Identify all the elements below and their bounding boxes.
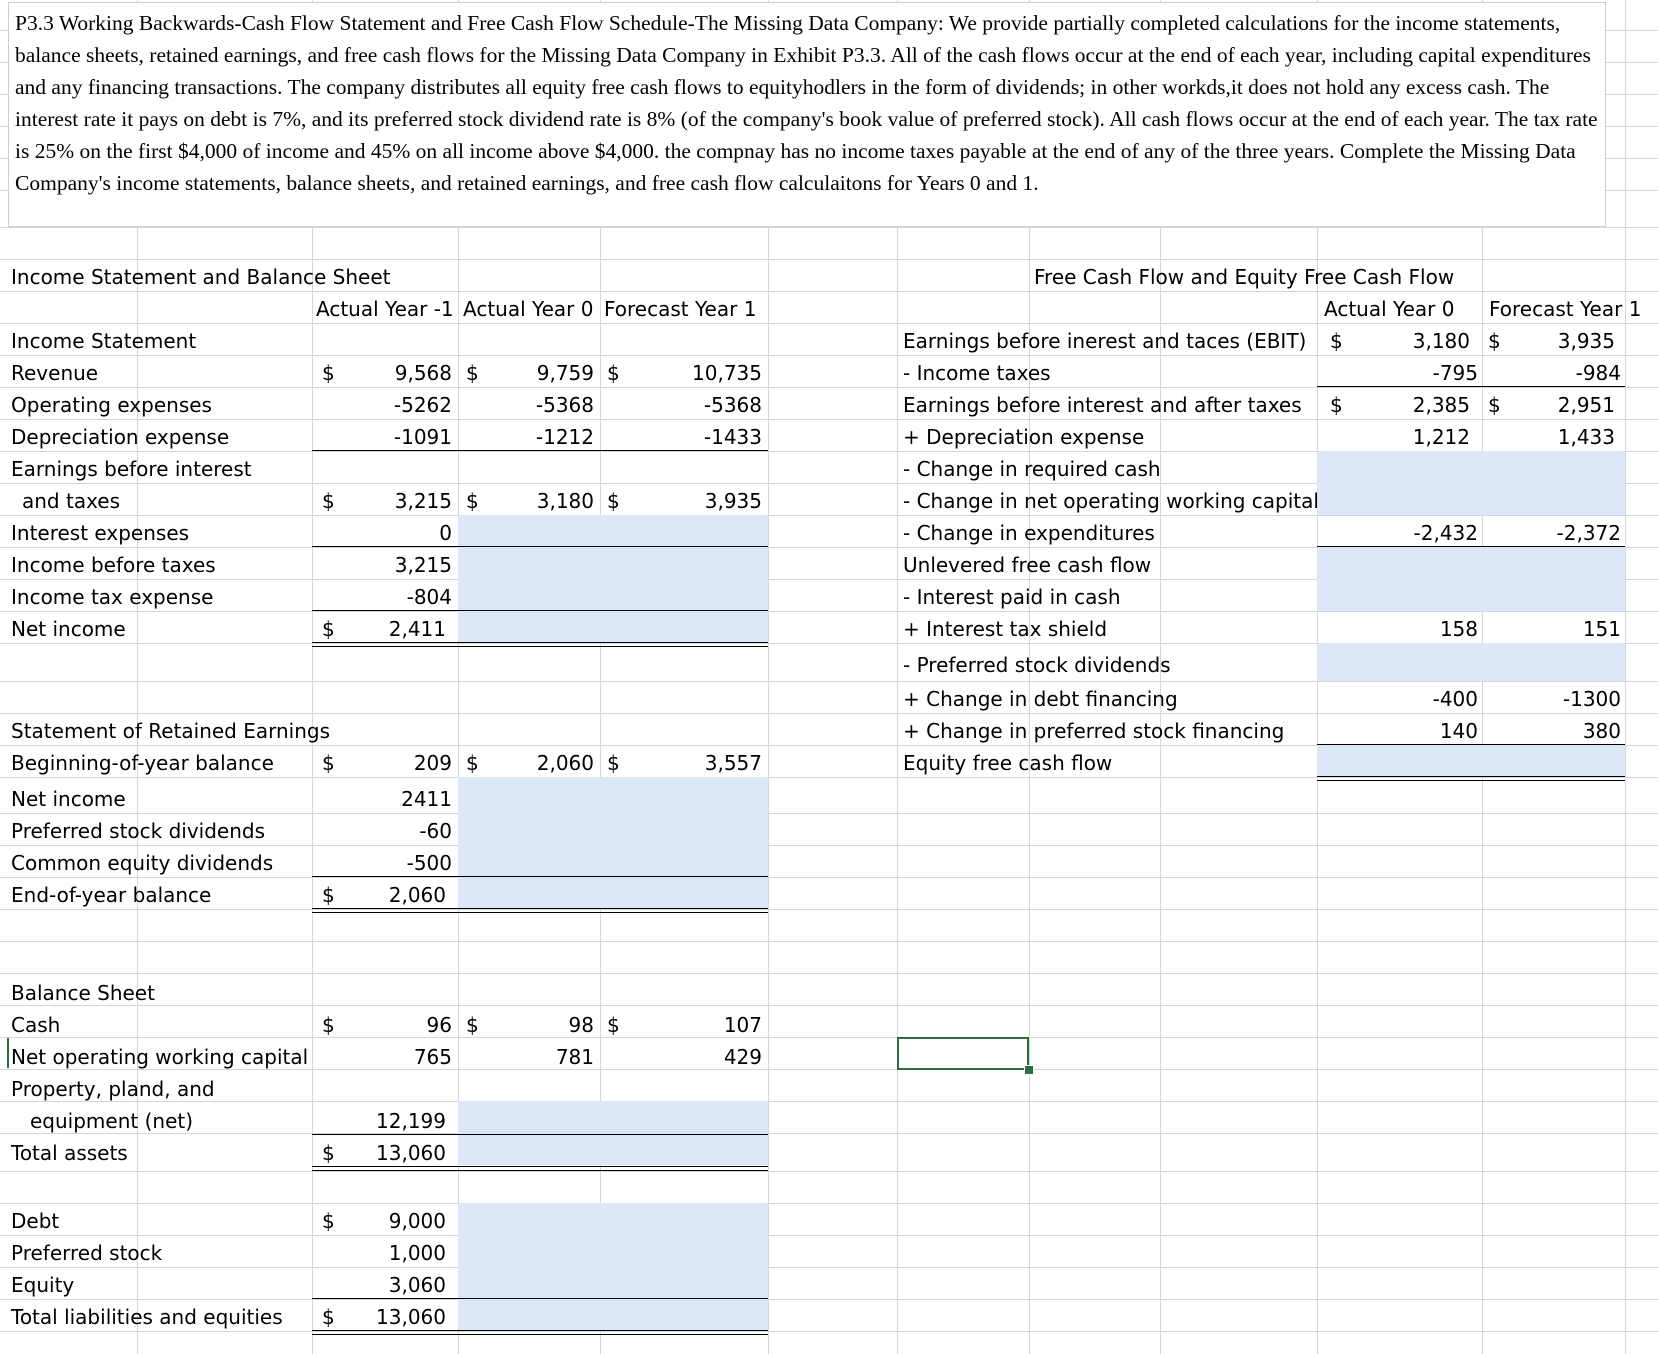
fcf-ebiat-currency-y0: $ (1330, 393, 1343, 417)
nowc-y-1[interactable]: 765 (413, 1045, 452, 1069)
revenue-currency-y-1: $ (322, 361, 335, 385)
fcf-depr-y1[interactable]: 1,433 (1557, 425, 1615, 449)
fcf-capex-label: - Change in expenditures (903, 521, 1155, 545)
fcf-cash-change-label: - Change in required cash (903, 457, 1161, 481)
fcf-debt-fin-label: + Change in debt financing (903, 687, 1178, 711)
fcf-ebit-y1[interactable]: 3,935 (1557, 329, 1615, 353)
fcf-ebit-currency-y1: $ (1488, 329, 1501, 353)
answer-cells-liabilities[interactable] (458, 1203, 768, 1331)
answer-cells-fcf-prefdiv[interactable] (1317, 643, 1625, 681)
fcf-pref-fin-y0[interactable]: 140 (1439, 719, 1478, 743)
fcf-taxes-y1[interactable]: -984 (1575, 361, 1621, 385)
fcf-ufcf-label: Unlevered free cash flow (903, 553, 1152, 577)
interest-label: Interest expenses (11, 521, 190, 545)
subtotal-rule (1317, 744, 1625, 745)
subtotal-rule (312, 1134, 768, 1135)
tle-y-1[interactable]: 13,060 (376, 1305, 446, 1329)
ebit-label-line2: and taxes (22, 489, 121, 513)
debt-y-1[interactable]: 9,000 (388, 1209, 446, 1233)
debt-label: Debt (11, 1209, 60, 1233)
re-end-y-1[interactable]: 2,060 (388, 883, 446, 907)
debt-currency: $ (322, 1209, 335, 1233)
re-pref-div-label: Preferred stock dividends (11, 819, 266, 843)
opex-y1[interactable]: -5368 (703, 393, 762, 417)
revenue-currency-y1: $ (607, 361, 620, 385)
ppe-label-line1: Property, pland, and (11, 1077, 215, 1101)
cash-y0[interactable]: 98 (568, 1013, 594, 1037)
fcf-ebit-currency-y0: $ (1330, 329, 1343, 353)
subtotal-rule (312, 1298, 768, 1299)
ibt-y-1[interactable]: 3,215 (394, 553, 452, 577)
fcf-depr-label: + Depreciation expense (903, 425, 1145, 449)
total-assets-currency: $ (322, 1141, 335, 1165)
fcf-ebiat-y1[interactable]: 2,951 (1557, 393, 1615, 417)
re-common-div-label: Common equity dividends (11, 851, 274, 875)
cash-currency-y1: $ (607, 1013, 620, 1037)
ebit-label-line1: Earnings before interest (11, 457, 252, 481)
ppe-label-line2: equipment (net) (30, 1109, 194, 1133)
row-selection-marker (7, 1038, 9, 1068)
fcf-ebiat-label: Earnings before interest and after taxes (903, 393, 1302, 417)
ebit-y-1[interactable]: 3,215 (394, 489, 452, 513)
total-double-rule (312, 1166, 768, 1171)
fcf-pref-div-label: - Preferred stock dividends (903, 653, 1171, 677)
fcf-interest-label: - Interest paid in cash (903, 585, 1121, 609)
re-pref-div-y-1[interactable]: -60 (419, 819, 452, 843)
subtotal-rule (312, 450, 768, 451)
depr-label: Depreciation expense (11, 425, 230, 449)
cash-label: Cash (11, 1013, 61, 1037)
subtotal-rule (1317, 546, 1625, 547)
fcf-nowc-change-label: - Change in net operating working capital (903, 489, 1319, 513)
cash-y-1[interactable]: 96 (426, 1013, 452, 1037)
total-double-rule (312, 908, 768, 913)
header-actual-year-minus1: Actual Year -1 (316, 297, 454, 321)
pref-stock-y-1[interactable]: 1,000 (388, 1241, 446, 1265)
tax-y-1[interactable]: -804 (406, 585, 452, 609)
ebit-currency-y0: $ (466, 489, 479, 513)
tle-currency: $ (322, 1305, 335, 1329)
opex-label: Operating expenses (11, 393, 212, 417)
re-net-income-label: Net income (11, 787, 126, 811)
subtotal-rule (1317, 386, 1625, 387)
fcf-debt-fin-y1[interactable]: -1300 (1562, 687, 1621, 711)
header-actual-year-0: Actual Year 0 (463, 297, 594, 321)
total-double-rule (312, 642, 768, 647)
depr-y1[interactable]: -1433 (703, 425, 762, 449)
income-statement-heading: Income Statement (11, 329, 197, 353)
ppe-y-1[interactable]: 12,199 (376, 1109, 446, 1133)
problem-statement: P3.3 Working Backwards-Cash Flow Statement and Free Cash Flow Schedule-The Missing Data Company: We provide partially completed calculations for the income statements, balance sheets, retained earnings, and free cash flows for the Missing Data Company in Exhibit P3.3. All of the cash flows occur at the end of each year, including capital expenditures and any financing transactions. The company distributes all equity free cash flows to equityhodlers in the form of dividends; in other workds,it does not hold any excess cash. The interest rate it pays on debt is 7%, and its preferred stock dividend rate is 8% (of the company's book value of preferred stock). All cash flows occur at the end of each year. The tax rate is 25% on the first $4,000 of income and 45% on all income above $4,000. the compnay has no income taxes payable at the end of any of the three years. Complete the Missing Data Company's income statements, balance sheets, and retained earnings, and free cash flow calculaitons for Years 0 and 1. (8, 2, 1606, 227)
net-income-label: Net income (11, 617, 126, 641)
subtotal-rule (312, 610, 768, 611)
fcf-ebiat-y0[interactable]: 2,385 (1412, 393, 1470, 417)
subtotal-rule (312, 876, 768, 877)
net-income-y-1[interactable]: 2,411 (388, 617, 446, 641)
total-assets-y-1[interactable]: 13,060 (376, 1141, 446, 1165)
revenue-label: Revenue (11, 361, 99, 385)
balance-sheet-heading: Balance Sheet (11, 981, 155, 1005)
subtotal-rule (312, 546, 768, 547)
revenue-y1[interactable]: 10,735 (692, 361, 762, 385)
fcf-header-forecast-year-1: Forecast Year 1 (1489, 297, 1642, 321)
revenue-y0[interactable]: 9,759 (536, 361, 594, 385)
nowc-label: Net operating working capital (11, 1045, 309, 1069)
answer-cells-fcf-cash-nowc[interactable] (1317, 451, 1625, 515)
left-section-title: Income Statement and Balance Sheet (11, 265, 391, 289)
fcf-efcf-label: Equity free cash flow (903, 751, 1113, 775)
retained-earnings-heading: Statement of Retained Earnings (11, 719, 331, 743)
equity-y-1[interactable]: 3,060 (388, 1273, 446, 1297)
revenue-currency-y0: $ (466, 361, 479, 385)
interest-y-1[interactable]: 0 (439, 521, 452, 545)
fcf-depr-y0[interactable]: 1,212 (1412, 425, 1470, 449)
fcf-capex-y0[interactable]: -2,432 (1413, 521, 1478, 545)
fcf-tax-shield-y0[interactable]: 158 (1439, 617, 1478, 641)
fcf-pref-fin-y1[interactable]: 380 (1582, 719, 1621, 743)
opex-y0[interactable]: -5368 (535, 393, 594, 417)
re-end-currency: $ (322, 883, 335, 907)
re-begin-currency-y0: $ (466, 751, 479, 775)
nowc-y0[interactable]: 781 (555, 1045, 594, 1069)
cash-y1[interactable]: 107 (723, 1013, 762, 1037)
fcf-ebit-y0[interactable]: 3,180 (1412, 329, 1470, 353)
re-begin-y0[interactable]: 2,060 (536, 751, 594, 775)
cash-currency-y-1: $ (322, 1013, 335, 1037)
right-section-title: Free Cash Flow and Equity Free Cash Flow (1034, 265, 1455, 289)
re-begin-y1[interactable]: 3,557 (704, 751, 762, 775)
fcf-debt-fin-y0[interactable]: -400 (1432, 687, 1478, 711)
answer-cells-interest-to-netincome[interactable] (458, 515, 768, 643)
equity-label: Equity (11, 1273, 75, 1297)
ebit-y1[interactable]: 3,935 (704, 489, 762, 513)
total-assets-label: Total assets (11, 1141, 128, 1165)
re-begin-y-1[interactable]: 209 (413, 751, 452, 775)
ebit-y0[interactable]: 3,180 (536, 489, 594, 513)
fcf-ebit-label: Earnings before inerest and taces (EBIT) (903, 329, 1307, 353)
ebit-currency-y1: $ (607, 489, 620, 513)
fcf-capex-y1[interactable]: -2,372 (1556, 521, 1621, 545)
answer-cells-retained-earnings[interactable] (458, 777, 768, 909)
total-double-rule (312, 1330, 768, 1335)
re-begin-label: Beginning-of-year balance (11, 751, 274, 775)
re-begin-currency-y1: $ (607, 751, 620, 775)
answer-cells-ppe-total-assets[interactable] (458, 1101, 768, 1165)
depr-y-1[interactable]: -1091 (393, 425, 452, 449)
fcf-taxes-y0[interactable]: -795 (1432, 361, 1478, 385)
total-double-rule (1317, 776, 1625, 781)
depr-y0[interactable]: -1212 (535, 425, 594, 449)
re-begin-currency-y-1: $ (322, 751, 335, 775)
header-forecast-year-1: Forecast Year 1 (604, 297, 757, 321)
opex-y-1[interactable]: -5262 (393, 393, 452, 417)
ibt-label: Income before taxes (11, 553, 216, 577)
fcf-pref-fin-label: + Change in preferred stock financing (903, 719, 1285, 743)
fcf-tax-shield-label: + Interest tax shield (903, 617, 1108, 641)
re-common-div-y-1[interactable]: -500 (406, 851, 452, 875)
pref-stock-label: Preferred stock (11, 1241, 163, 1265)
answer-cells-fcf-efcf[interactable] (1317, 745, 1625, 777)
fcf-ebiat-currency-y1: $ (1488, 393, 1501, 417)
tax-label: Income tax expense (11, 585, 214, 609)
ebit-currency-y-1: $ (322, 489, 335, 513)
net-income-currency: $ (322, 617, 335, 641)
cash-currency-y0: $ (466, 1013, 479, 1037)
fill-handle[interactable] (1024, 1065, 1034, 1075)
fcf-taxes-label: - Income taxes (903, 361, 1051, 385)
revenue-y-1[interactable]: 9,568 (394, 361, 452, 385)
selected-cell[interactable] (897, 1037, 1029, 1070)
nowc-y1[interactable]: 429 (723, 1045, 762, 1069)
re-end-label: End-of-year balance (11, 883, 212, 907)
answer-cells-fcf-ufcf-interest[interactable] (1317, 547, 1625, 611)
re-net-income-y-1[interactable]: 2411 (401, 787, 452, 811)
tle-label: Total liabilities and equities (11, 1305, 283, 1329)
fcf-tax-shield-y1[interactable]: 151 (1582, 617, 1621, 641)
fcf-header-actual-year-0: Actual Year 0 (1324, 297, 1455, 321)
